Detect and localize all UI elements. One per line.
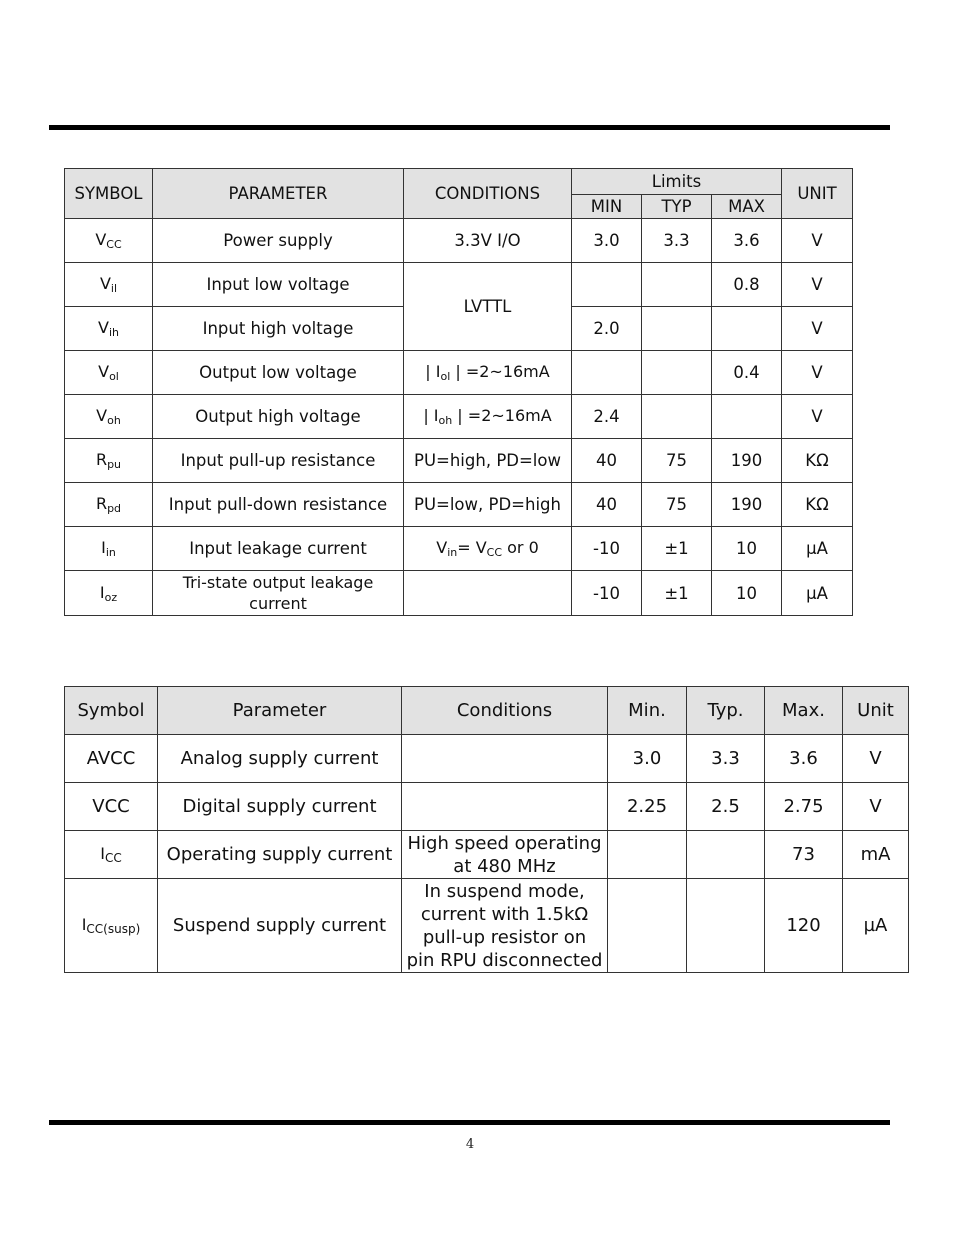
header-conditions: CONDITIONS <box>404 169 572 219</box>
unit-cell: V <box>782 351 853 395</box>
electrical-characteristics-table <box>64 168 853 616</box>
conditions-cell <box>402 783 608 831</box>
conditions-cell: $V_{in}= V_{CC}$ or 0 <box>404 527 572 571</box>
max-cell: 190 <box>712 439 782 483</box>
min-cell <box>572 351 642 395</box>
min-cell: 40 <box>572 439 642 483</box>
max-cell: 190 <box>712 483 782 527</box>
typ-cell <box>642 307 712 351</box>
unit-cell: V <box>843 783 909 831</box>
table-row <box>65 831 909 879</box>
table-row <box>65 483 853 527</box>
symbol-cell: VCC <box>65 783 158 831</box>
parameter-cell: Tri-state output leakage current <box>153 571 404 616</box>
table-row <box>65 395 853 439</box>
header-typ: TYP <box>642 195 712 219</box>
min-cell: 2.25 <box>608 783 687 831</box>
symbol-cell: $V_{ih}$ <box>65 307 153 351</box>
symbol-cell: $V_{CC}$ <box>65 219 153 263</box>
header-min: MIN <box>572 195 642 219</box>
unit-cell: μA <box>782 527 853 571</box>
table-row <box>65 439 853 483</box>
max-cell: 3.6 <box>712 219 782 263</box>
conditions-cell: LVTTL <box>404 263 572 351</box>
typ-cell: ±1 <box>642 527 712 571</box>
header-unit: Unit <box>843 687 909 735</box>
unit-cell: V <box>843 735 909 783</box>
typ-cell: 75 <box>642 483 712 527</box>
table-row <box>65 571 853 616</box>
min-cell: 40 <box>572 483 642 527</box>
conditions-cell <box>402 735 608 783</box>
table2-header-row <box>65 687 909 735</box>
parameter-cell: Input pull-down resistance <box>153 483 404 527</box>
parameter-cell: Input pull-up resistance <box>153 439 404 483</box>
unit-cell: mA <box>843 831 909 879</box>
header-max: Max. <box>765 687 843 735</box>
symbol-cell: $I_{in}$ <box>65 527 153 571</box>
max-cell: 0.4 <box>712 351 782 395</box>
table-row <box>65 783 909 831</box>
header-symbol: SYMBOL <box>65 169 153 219</box>
min-cell <box>572 263 642 307</box>
parameter-cell: Output high voltage <box>153 395 404 439</box>
parameter-cell: Analog supply current <box>158 735 402 783</box>
unit-cell: KΩ <box>782 439 853 483</box>
symbol-cell: $V_{oh}$ <box>65 395 153 439</box>
table-row <box>65 263 853 307</box>
max-cell <box>712 307 782 351</box>
conditions-cell: PU=low, PD=high <box>404 483 572 527</box>
table-row <box>65 351 853 395</box>
parameter-cell: Input high voltage <box>153 307 404 351</box>
header-typ: Typ. <box>687 687 765 735</box>
symbol-cell: $R_{pd}$ <box>65 483 153 527</box>
conditions-cell: In suspend mode, current with 1.5kΩ pull-up resistor on pin RPU disconnected <box>402 879 608 973</box>
max-cell: 10 <box>712 571 782 616</box>
min-cell: 3.0 <box>608 735 687 783</box>
table-row <box>65 735 909 783</box>
header-unit: UNIT <box>782 169 853 219</box>
parameter-cell: Input low voltage <box>153 263 404 307</box>
header-limits: Limits <box>572 169 782 195</box>
symbol-cell: $V_{ol}$ <box>65 351 153 395</box>
max-cell: 3.6 <box>765 735 843 783</box>
parameter-cell: Power supply <box>153 219 404 263</box>
typ-cell <box>642 395 712 439</box>
header-max: MAX <box>712 195 782 219</box>
conditions-cell: High speed operating at 480 MHz <box>402 831 608 879</box>
unit-cell: µA <box>843 879 909 973</box>
unit-cell: V <box>782 307 853 351</box>
symbol-cell: $R_{pu}$ <box>65 439 153 483</box>
header-min: Min. <box>608 687 687 735</box>
conditions-cell: | $I_{ol}$ | =2~16mA <box>404 351 572 395</box>
max-cell: 2.75 <box>765 783 843 831</box>
symbol-cell: AVCC <box>65 735 158 783</box>
symbol-cell: $I_{CC}$ <box>65 831 158 879</box>
min-cell: 3.0 <box>572 219 642 263</box>
supply-current-table <box>64 686 909 973</box>
page-number: 4 <box>465 1137 475 1152</box>
symbol-cell: $I_{CC(susp)}$ <box>65 879 158 973</box>
typ-cell <box>642 351 712 395</box>
max-cell: 73 <box>765 831 843 879</box>
table-row <box>65 879 909 973</box>
parameter-cell: Digital supply current <box>158 783 402 831</box>
unit-cell: V <box>782 263 853 307</box>
max-cell: 10 <box>712 527 782 571</box>
max-cell: 120 <box>765 879 843 973</box>
conditions-cell: | $I_{oh}$ | =2~16mA <box>404 395 572 439</box>
max-cell <box>712 395 782 439</box>
min-cell: 2.0 <box>572 307 642 351</box>
typ-cell <box>687 831 765 879</box>
table-row <box>65 219 853 263</box>
max-cell: 0.8 <box>712 263 782 307</box>
symbol-cell: $V_{il}$ <box>65 263 153 307</box>
typ-cell: 3.3 <box>687 735 765 783</box>
header-parameter: Parameter <box>158 687 402 735</box>
unit-cell: V <box>782 219 853 263</box>
typ-cell: 3.3 <box>642 219 712 263</box>
min-cell <box>608 879 687 973</box>
symbol-cell: $I_{oz}$ <box>65 571 153 616</box>
unit-cell: μA <box>782 571 853 616</box>
bottom-rule <box>49 1120 890 1125</box>
parameter-cell: Suspend supply current <box>158 879 402 973</box>
conditions-cell: 3.3V I/O <box>404 219 572 263</box>
min-cell: -10 <box>572 571 642 616</box>
parameter-cell: Operating supply current <box>158 831 402 879</box>
unit-cell: V <box>782 395 853 439</box>
header-conditions: Conditions <box>402 687 608 735</box>
min-cell <box>608 831 687 879</box>
typ-cell <box>687 879 765 973</box>
parameter-cell: Output low voltage <box>153 351 404 395</box>
header-symbol: Symbol <box>65 687 158 735</box>
typ-cell: 75 <box>642 439 712 483</box>
conditions-cell: PU=high, PD=low <box>404 439 572 483</box>
typ-cell <box>642 263 712 307</box>
table1-header-row <box>65 169 853 195</box>
header-parameter: PARAMETER <box>153 169 404 219</box>
min-cell: -10 <box>572 527 642 571</box>
top-rule <box>49 125 890 130</box>
unit-cell: KΩ <box>782 483 853 527</box>
parameter-cell: Input leakage current <box>153 527 404 571</box>
table-row <box>65 527 853 571</box>
conditions-cell <box>404 571 572 616</box>
typ-cell: ±1 <box>642 571 712 616</box>
typ-cell: 2.5 <box>687 783 765 831</box>
min-cell: 2.4 <box>572 395 642 439</box>
